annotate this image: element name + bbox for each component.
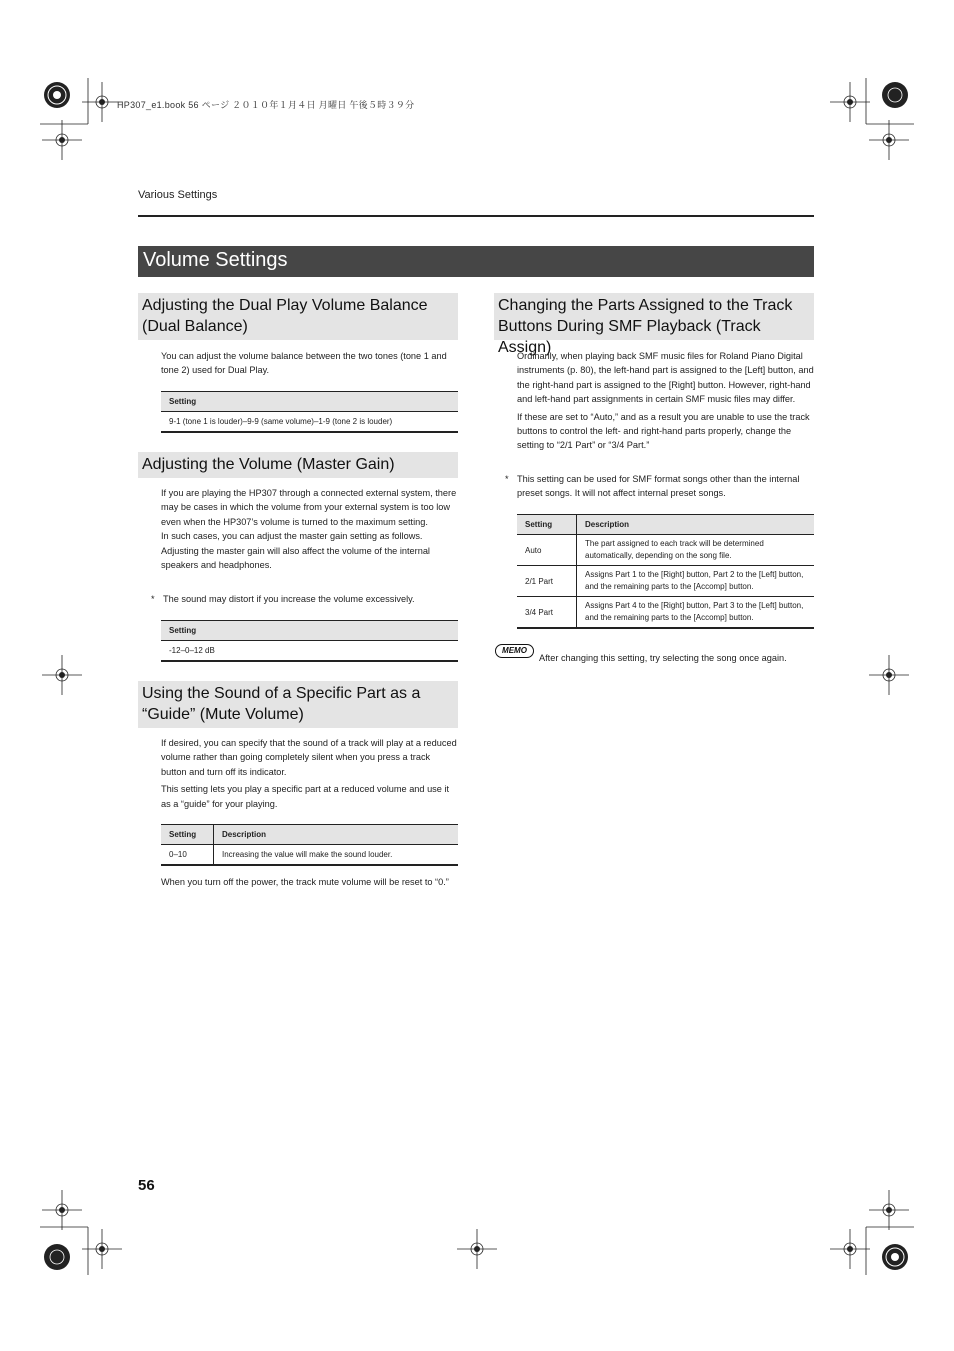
table-cell-setting: Auto <box>517 535 577 566</box>
table-header-setting: Setting <box>161 392 458 412</box>
note-asterisk: * <box>151 594 155 604</box>
crosshair-target-icon <box>869 120 909 160</box>
table-row <box>517 535 814 566</box>
track-assign-table <box>517 514 814 629</box>
note-text: This setting can be used for SMF format songs other than the internal preset songs. It will not affect internal preset songs. <box>517 474 800 499</box>
table-cell-setting: 3/4 Part <box>517 597 577 629</box>
table-row <box>517 566 814 597</box>
master-gain-table <box>161 620 458 662</box>
heading-mute-volume: Using the Sound of a Specific Part as a “Guide” (Mute Volume) <box>138 681 458 728</box>
crosshair-target-icon <box>869 1190 909 1230</box>
paragraph: When you turn off the power, the track mute volume will be reset to “0.” <box>161 877 449 887</box>
table-cell-setting: -12–0–12 dB <box>161 641 458 662</box>
print-slug-line: HP307_e1.book 56 ページ ２０１０年１月４日 月曜日 午後５時３９分 <box>117 100 415 110</box>
crosshair-target-icon <box>457 1229 497 1269</box>
table-cell-description: Increasing the value will make the sound louder. <box>214 845 459 866</box>
registration-mark-top-left <box>42 80 72 110</box>
track-assign-body <box>517 349 814 456</box>
table-header-description: Description <box>577 515 815 535</box>
paragraph: In such cases, you can adjust the master gain setting as follows. Adjusting the master gain will also affect the volume of the internal speakers and headphones. <box>161 531 430 571</box>
memo-icon: MEMO <box>495 644 534 658</box>
paragraph: If you are playing the HP307 through a connected external system, there may be cases in which the volume from your external system is too low even when the HP307’s volume is turned to the maximum setting. <box>161 488 457 527</box>
table-header-description: Description <box>214 825 459 845</box>
heading-track-assign: Changing the Parts Assigned to the Track Buttons During SMF Playback (Track Assign) <box>494 293 814 340</box>
master-gain-note <box>151 592 458 606</box>
note-asterisk: * <box>505 474 509 484</box>
mute-volume-footer <box>161 875 458 892</box>
section-banner: Volume Settings <box>138 246 814 277</box>
table-cell-setting: 2/1 Part <box>517 566 577 597</box>
table-header-setting: Setting <box>161 825 214 845</box>
crosshair-target-icon <box>869 655 909 695</box>
paragraph: You can adjust the volume balance between the two tones (tone 1 and tone 2) used for Dual Play. <box>161 351 447 376</box>
table-header-setting: Setting <box>161 621 458 641</box>
mute-volume-table <box>161 824 458 866</box>
table-cell-description: The part assigned to each track will be determined automatically, depending on the song file. <box>577 535 815 566</box>
table-cell-setting: 0–10 <box>161 845 214 866</box>
crosshair-target-icon <box>830 1229 870 1269</box>
table-cell-description: Assigns Part 4 to the [Right] button, Part 3 to the [Left] button, and the remaining parts to the [Accomp] button. <box>577 597 815 629</box>
dual-balance-body <box>161 349 458 381</box>
track-assign-note <box>505 472 814 501</box>
paragraph: Ordinarily, when playing back SMF music files for Roland Piano Digital instruments (p. 80), the left-hand part is assigned to the [Left] button, and the right-hand part is assigned to the [Right] button. However, right-hand and left-hand part assignments in certain SMF music files may differ. <box>517 351 814 405</box>
registration-mark-top-right <box>880 80 910 110</box>
crosshair-target-icon <box>42 120 82 160</box>
paragraph: This setting lets you play a specific part at a reduced volume and use it as a “guide” for your playing. <box>161 784 450 809</box>
running-head: Various Settings <box>138 189 218 201</box>
registration-mark-bottom-left <box>42 1242 72 1272</box>
mute-volume-body <box>161 736 458 814</box>
crosshair-target-icon <box>42 1190 82 1230</box>
dual-balance-table <box>161 391 458 433</box>
table-header-setting: Setting <box>517 515 577 535</box>
table-row <box>517 597 814 629</box>
registration-mark-bottom-right <box>880 1242 910 1272</box>
master-gain-body <box>161 486 458 575</box>
crosshair-target-icon <box>82 82 122 122</box>
table-cell-setting: 9-1 (tone 1 is louder)–9-9 (same volume)–1-9 (tone 2 is louder) <box>161 412 458 433</box>
note-text: The sound may distort if you increase the volume excessively. <box>163 594 415 604</box>
crosshair-target-icon <box>830 82 870 122</box>
heading-master-gain: Adjusting the Volume (Master Gain) <box>138 452 458 478</box>
table-cell-description: Assigns Part 1 to the [Right] button, Part 2 to the [Left] button, and the remaining parts to the [Accomp] button. <box>577 566 815 597</box>
header-rule <box>138 215 814 217</box>
paragraph: If these are set to “Auto,” and as a result you are unable to use the track buttons to control the left- and right-hand parts properly, change the setting to “2/1 Part” or “3/4 Part.” <box>517 411 810 451</box>
page-number: 56 <box>138 1177 155 1194</box>
crosshair-target-icon <box>82 1229 122 1269</box>
crosshair-target-icon <box>42 655 82 695</box>
memo-text: After changing this setting, try selecting the song once again. <box>539 653 787 663</box>
paragraph: If desired, you can specify that the sound of a track will play at a reduced volume rather than going completely silent when you press a track button and turn off its indicator. <box>161 738 457 777</box>
heading-dual-balance: Adjusting the Dual Play Volume Balance (Dual Balance) <box>138 293 458 340</box>
